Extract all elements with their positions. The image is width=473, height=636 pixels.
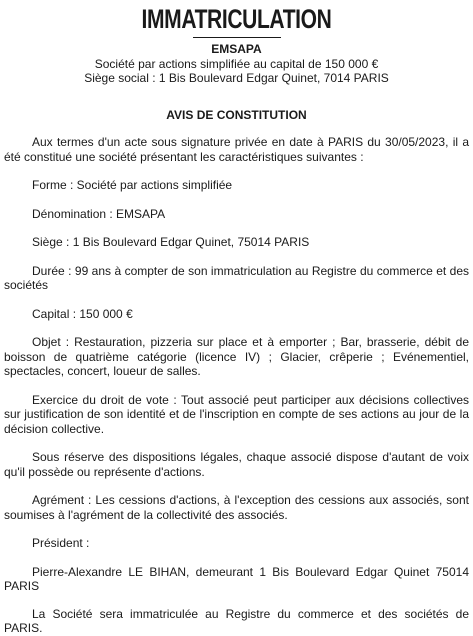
- paragraph-president-label: Président :: [32, 536, 90, 550]
- headline: IMMATRICULATION: [141, 4, 332, 34]
- paragraph-capital: Capital : 150 000 €: [32, 306, 133, 321]
- paragraph-president: Pierre-Alexandre LE BIHAN, demeurant 1 Bis Boulevard Edgar Quinet 75014 PARIS: [4, 564, 469, 593]
- paragraph-duration: Durée : 99 ans à compter de son immatriculation au Registre du commerce et des sociétés: [4, 263, 469, 292]
- paragraph-voting: Exercice du droit de vote : Tout associé peut participer aux décisions collectives sur justification de son identité et de l'inscription en compte de ses actions au jour de la décision collective.: [4, 392, 469, 436]
- company-form: Société par actions simplifiée au capital de 150 000 €: [94, 57, 379, 71]
- registered-office: Siège social : 1 Bis Boulevard Edgar Quinet, 7014 PARIS: [84, 71, 389, 85]
- paragraph-intro: Aux termes d'un acte sous signature privée en date à PARIS du 30/05/2023, il a été constitué une société présentant les caractéristiques suivantes :: [4, 135, 469, 164]
- paragraph-form: Forme : Société par actions simplifiée: [32, 178, 233, 192]
- paragraph-name: Dénomination : EMSAPA: [32, 206, 166, 221]
- paragraph-office: Siège : 1 Bis Boulevard Edgar Quinet, 75014 PARIS: [32, 235, 310, 249]
- notice-title: AVIS DE CONSTITUTION: [166, 108, 307, 122]
- paragraph-registration: La Société sera immatriculée au Registre du commerce et des sociétés de PARIS.: [4, 606, 469, 635]
- company-name: EMSAPA: [211, 42, 262, 56]
- paragraph-purpose: Objet : Restauration, pizzeria sur place et à emporter ; Bar, brasserie, débit de boisson de quatrième catégorie (licence IV) ; Glacier, crêperie ; Evénementiel, spectacles, concert, loueur de salles.: [4, 335, 469, 378]
- paragraph-approval: Agrément : Les cessions d'actions, à l'exception des cessions aux associés, sont soumises à l'agrément de la collectivité des associés.: [4, 493, 469, 522]
- notice-body: [4, 135, 469, 636]
- headline-rule: [193, 37, 281, 38]
- paragraph-votes: Sous réserve des dispositions légales, chaque associé dispose d'autant de voix qu'il possède ou représente d'actions.: [4, 450, 469, 479]
